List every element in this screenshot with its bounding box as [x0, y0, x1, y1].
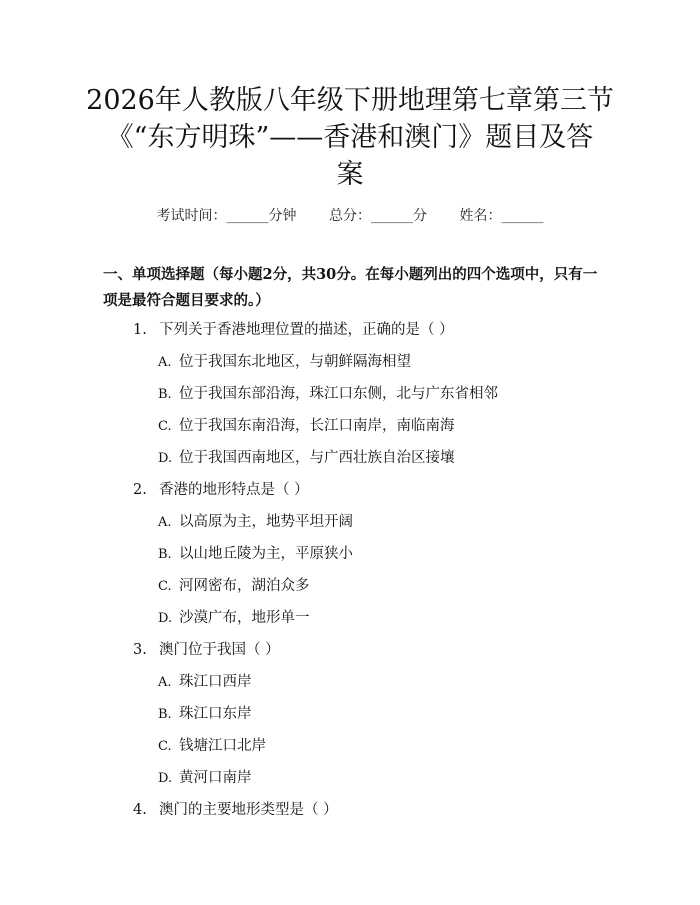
option-text: 以高原为主，地势平坦开阔	[179, 514, 353, 530]
option-letter: A.	[158, 355, 172, 370]
option-text: 位于我国东北地区，与朝鲜隔海相望	[179, 354, 411, 370]
option-2b	[158, 542, 353, 563]
option-letter: D.	[158, 451, 173, 466]
option-letter: D.	[158, 771, 173, 786]
option-text: 珠江口东岸	[179, 706, 252, 722]
student-name: 姓名：______	[459, 208, 544, 224]
option-letter: C.	[158, 579, 172, 594]
option-letter: A.	[158, 675, 172, 690]
option-2a	[158, 510, 353, 531]
question-text: 澳门的主要地形类型是（ ）	[159, 802, 338, 818]
option-text: 位于我国西南地区，与广西壮族自治区接壤	[179, 450, 455, 466]
exam-info	[0, 205, 700, 225]
option-text: 位于我国东南沿海，长江口南岸，南临南海	[179, 418, 455, 434]
option-text: 河网密布，湖泊众多	[179, 578, 310, 594]
option-3d	[158, 766, 252, 787]
option-3b	[158, 702, 252, 723]
option-2c	[158, 574, 310, 595]
question-number: 1.	[133, 322, 147, 338]
option-letter: A.	[158, 515, 172, 530]
option-text: 以山地丘陵为主，平原狭小	[179, 546, 353, 562]
title-line-1: 2026年人教版八年级下册地理第七章第三节	[86, 85, 614, 116]
option-1c	[158, 414, 455, 435]
option-1d	[158, 446, 455, 467]
option-text: 沙漠广布，地形单一	[179, 610, 310, 626]
document-title	[60, 82, 640, 193]
option-text: 钱塘江口北岸	[179, 738, 266, 754]
option-3c	[158, 734, 266, 755]
question-text: 下列关于香港地理位置的描述，正确的是（ ）	[159, 322, 454, 338]
title-line-2: 《“东方明珠”——香港和澳门》题目及答	[106, 122, 594, 153]
option-letter: B.	[158, 387, 172, 402]
option-letter: B.	[158, 547, 172, 562]
question-number: 2.	[133, 482, 147, 498]
option-letter: D.	[158, 611, 173, 626]
option-text: 位于我国东部沿海，珠江口东侧，北与广东省相邻	[179, 386, 498, 402]
option-text: 黄河口南岸	[179, 770, 252, 786]
option-1b	[158, 382, 498, 403]
option-letter: B.	[158, 707, 172, 722]
option-3a	[158, 670, 252, 691]
option-letter: C.	[158, 419, 172, 434]
question-number: 3.	[133, 642, 147, 658]
section-heading: 一、单项选择题（每小题2分，共30分。在每小题列出的四个选项中，只有一项是最符合题目要求的。）	[103, 266, 598, 309]
question-number: 4.	[133, 802, 147, 818]
option-letter: C.	[158, 739, 172, 754]
question-text: 香港的地形特点是（ ）	[159, 482, 309, 498]
option-text: 珠江口西岸	[179, 674, 252, 690]
option-2d	[158, 606, 310, 627]
exam-time: 考试时间：______分钟	[156, 208, 297, 224]
total-score: 总分：______分	[329, 208, 427, 224]
question-3	[133, 638, 280, 659]
option-1a	[158, 350, 411, 371]
title-line-3: 案	[336, 159, 364, 190]
question-1	[133, 318, 454, 339]
question-4	[133, 798, 338, 819]
question-text: 澳门位于我国（ ）	[159, 642, 280, 658]
question-2	[133, 478, 309, 499]
